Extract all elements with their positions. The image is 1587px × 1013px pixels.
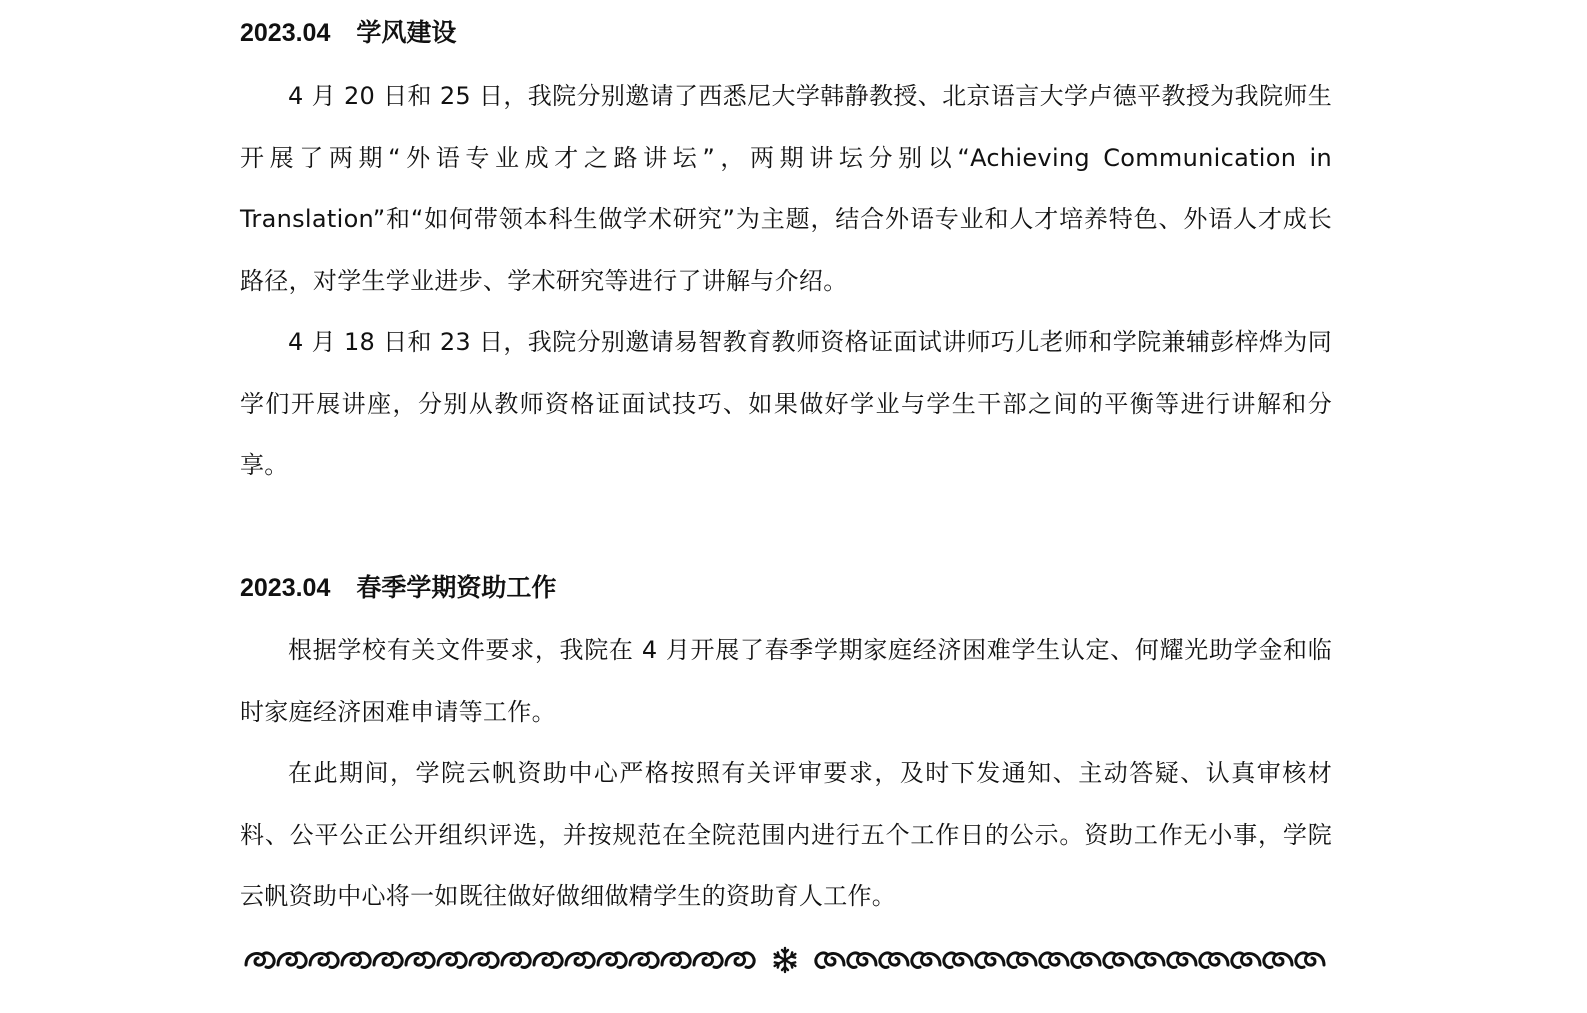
paragraph: 4 月 20 日和 25 日，我院分别邀请了西悉尼大学韩静教授、北京语言大学卢德平教授为我院师生开展了两期“外语专业成才之路讲坛”，两期讲坛分别以“Achieving Communication in Translation”和“如何带领本科生做学术研究”为主题，结合外语专业和人才培养特色、外语人才成长路径，对学生学业进步、学术研究等进行了讲解与介绍。	[240, 82, 1332, 295]
section-body	[240, 66, 1332, 497]
paragraph: 4 月 18 日和 23 日，我院分别邀请易智教育教师资格证面试讲师巧儿老师和学院兼辅彭梓烨为同学们开展讲座，分别从教师资格证面试技巧、如果做好学业与学生干部之间的平衡等进行讲解和分享。	[240, 328, 1332, 479]
swirl-motif	[374, 953, 402, 968]
swirl-motif	[534, 953, 562, 968]
swirl-motif	[1296, 953, 1324, 968]
swirl-motif	[470, 953, 498, 968]
swirl-motif	[310, 953, 338, 968]
swirl-motif	[566, 953, 594, 968]
swirl-motif	[1136, 953, 1164, 968]
swirl-motif	[944, 953, 972, 968]
swirl-left-icon	[244, 945, 756, 975]
swirl-right-icon	[814, 945, 1326, 975]
swirl-motif	[278, 953, 306, 968]
swirl-motif	[342, 953, 370, 968]
swirl-motif	[976, 953, 1004, 968]
paragraph: 根据学校有关文件要求，我院在 4 月开展了春季学期家庭经济困难学生认定、何耀光助学金和临时家庭经济困难申请等工作。	[240, 636, 1332, 726]
swirl-motif	[630, 953, 658, 968]
swirl-motif	[662, 953, 690, 968]
swirl-motif	[1168, 953, 1196, 968]
swirl-motif	[1040, 953, 1068, 968]
swirl-motif	[1264, 953, 1292, 968]
ornamental-divider	[244, 938, 1326, 982]
section-date: 2023.04	[240, 19, 331, 47]
swirl-motif	[726, 953, 754, 968]
swirl-motif	[598, 953, 626, 968]
swirl-motif	[1200, 953, 1228, 968]
section-body	[240, 620, 1332, 928]
section-heading	[240, 16, 456, 50]
section-heading	[240, 571, 556, 605]
swirl-motif	[502, 953, 530, 968]
swirl-motif	[1008, 953, 1036, 968]
swirl-motif	[816, 953, 844, 968]
swirl-motif	[694, 953, 722, 968]
paragraph: 在此期间，学院云帆资助中心严格按照有关评审要求，及时下发通知、主动答疑、认真审核材料、公平公正公开组织评选，并按规范在全院范围内进行五个工作日的公示。资助工作无小事，学院云帆资助中心将一如既往做好做细做精学生的资助育人工作。	[240, 759, 1332, 910]
section-title: 学风建设	[356, 19, 457, 47]
swirl-motif	[1104, 953, 1132, 968]
swirl-motif	[406, 953, 434, 968]
swirl-motif	[246, 953, 274, 968]
swirl-motif	[848, 953, 876, 968]
swirl-motif	[912, 953, 940, 968]
swirl-motif	[880, 953, 908, 968]
snowflake-icon	[770, 945, 800, 975]
swirl-motif	[1232, 953, 1260, 968]
section-date: 2023.04	[240, 574, 331, 602]
swirl-motif	[438, 953, 466, 968]
section-title: 春季学期资助工作	[356, 574, 557, 602]
swirl-motif	[1072, 953, 1100, 968]
